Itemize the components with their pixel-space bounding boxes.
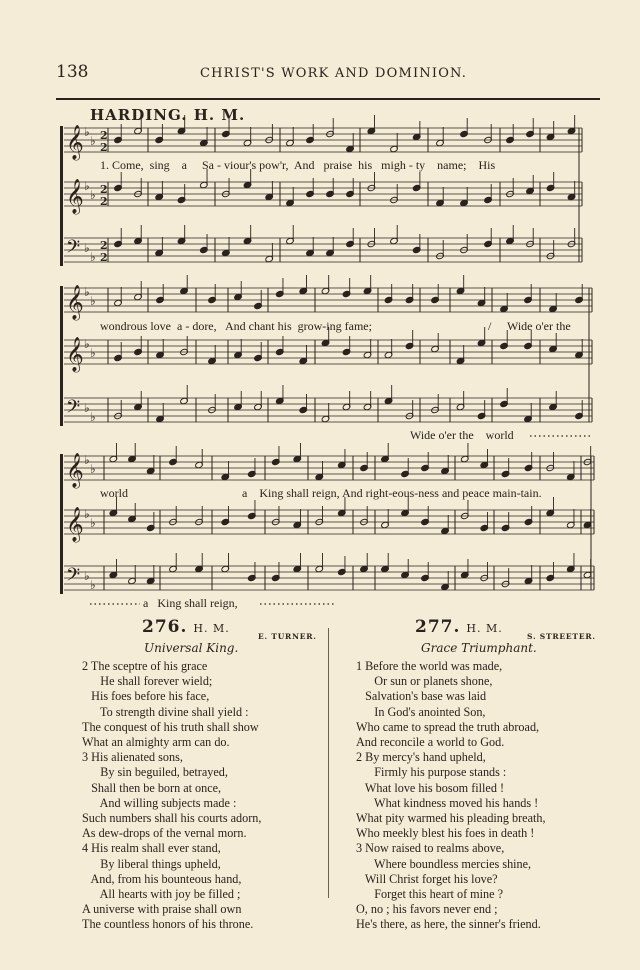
flat-icon: ♭: [84, 125, 90, 139]
flat-icon: ♭: [84, 179, 90, 193]
time-signature: 2: [100, 251, 108, 264]
verse-line: And reconcile a world to God.: [356, 735, 505, 750]
hymn-277-number: 277. H. M.: [415, 617, 503, 637]
flat-icon: ♭: [84, 569, 90, 583]
flat-icon: ♭: [84, 337, 90, 351]
treble-clef-icon: 𝄞: [66, 337, 84, 372]
verse-line: 2 The sceptre of his grace: [82, 659, 208, 673]
verse-line: By sin beguiled, betrayed,: [82, 765, 228, 780]
treble-clef-icon: 𝄞: [66, 507, 84, 542]
treble-clef-icon: 𝄞: [66, 125, 84, 160]
flat-icon: ♭: [90, 462, 96, 476]
tune-name: HARDING. H. M.: [90, 106, 246, 124]
flat-icon: ♭: [84, 241, 90, 255]
lyric-system-2-end: Wide o'er the: [507, 319, 571, 333]
verse-line: Where boundless mercies shine,: [356, 856, 532, 871]
page-number: 138: [56, 62, 89, 82]
flat-icon: ♭: [90, 578, 96, 592]
verse-line: 1 Before the world was made,: [356, 659, 503, 673]
verse-line: He shall forever wield;: [82, 674, 213, 689]
verse-line: 4 His realm shall ever stand,: [82, 841, 221, 856]
system-bracket: [60, 286, 63, 426]
bass-clef-icon: 𝄢: [66, 397, 81, 422]
flat-icon: ♭: [90, 294, 96, 308]
hymn-276-composer: E. TURNER.: [258, 632, 317, 641]
verse-line: As dew-drops of the vernal morn.: [82, 826, 247, 841]
verse-line: To strength divine shall yield :: [82, 704, 249, 719]
flat-icon: ♭: [84, 401, 90, 415]
bass-clef-icon: 𝄢: [66, 237, 81, 262]
hymn-277-subtitle: Grace Triumphant.: [421, 641, 537, 655]
lyric-system-2: wondrous love a - dore, And chant his grow-ing fame;: [100, 319, 372, 333]
verse-line: Salvation's base was laid: [356, 689, 487, 704]
time-signature: 2: [100, 129, 108, 142]
verse-line: Such numbers shall his courts adorn,: [82, 811, 262, 826]
flat-icon: ♭: [84, 285, 90, 299]
verse-line: Firmly his purpose stands :: [356, 765, 507, 780]
lyric-system-3-bass: a King shall reign,: [143, 596, 238, 610]
flat-icon: ♭: [90, 346, 96, 360]
flat-icon: ♭: [90, 188, 96, 202]
verse-line: Forget this heart of mine ?: [356, 887, 504, 902]
verse-line: All hearts with joy be filled ;: [82, 887, 241, 902]
flat-icon: ♭: [84, 453, 90, 467]
flat-icon: ♭: [90, 410, 96, 424]
verse-line: The countless honors of his throne.: [82, 917, 254, 932]
hymn-276-verses: [82, 659, 261, 933]
lyric-system-3: world: [100, 486, 128, 500]
column-divider: [328, 628, 329, 898]
verse-line: Or sun or planets shone,: [356, 674, 493, 689]
hymn-277-verses: [356, 659, 546, 933]
verse-line: What pity warmed his pleading breath,: [356, 811, 546, 826]
system-bracket: [60, 126, 63, 266]
verse-line: 3 Now raised to realms above,: [356, 841, 505, 856]
verse-line: 3 His alienated sons,: [82, 750, 183, 765]
verse-line: 2 By mercy's hand upheld,: [356, 750, 486, 765]
verse-line: And, from his bounteous hand,: [82, 871, 242, 886]
time-signature: 2: [100, 239, 108, 252]
time-signature: 2: [100, 195, 108, 208]
lyric-system-2-mark: /: [488, 319, 492, 333]
hymn-276-number: 276. H. M.: [142, 617, 230, 637]
treble-clef-icon: 𝄞: [66, 179, 84, 214]
flat-icon: ♭: [90, 516, 96, 530]
system-bracket: [60, 454, 63, 594]
verse-line: In God's anointed Son,: [356, 704, 486, 719]
time-signature: 2: [100, 183, 108, 196]
lyric-system-3-mid: a King shall reign, And right-eous-ness and peace main-tain.: [242, 486, 542, 500]
running-title: CHRIST'S WORK AND DOMINION.: [200, 66, 468, 81]
verse-line: Who meekly blest his foes in death !: [356, 826, 535, 841]
verse-line: He's there, as here, the sinner's friend.: [356, 917, 541, 932]
hymn-277-composer: S. STREETER.: [527, 632, 596, 641]
verse-line: Who came to spread the truth abroad,: [356, 719, 540, 734]
verse-line: O, no ; his favors never end ;: [356, 902, 498, 917]
flat-icon: ♭: [90, 134, 96, 148]
verse-line: Will Christ forget his love?: [356, 871, 498, 886]
lyric-system-2-bass: Wide o'er the world: [410, 428, 514, 442]
flat-icon: ♭: [90, 250, 96, 264]
verse-line: Shall then be born at once,: [82, 780, 222, 795]
treble-clef-icon: 𝄞: [66, 453, 84, 488]
verse-line: His foes before his face,: [82, 689, 210, 704]
bass-clef-icon: 𝄢: [66, 565, 81, 590]
verse-line: And willing subjects made :: [82, 795, 237, 810]
verse-line: The conquest of his truth shall show: [82, 719, 259, 734]
lyric-system-1: 1. Come, sing a Sa - viour's pow'r, And praise his migh - ty name; His: [100, 158, 496, 172]
verse-line: By liberal things upheld,: [82, 856, 221, 871]
verse-line: A universe with praise shall own: [82, 902, 242, 917]
verse-line: What kindness moved his hands !: [356, 795, 539, 810]
verse-line: What an almighty arm can do.: [82, 735, 230, 750]
treble-clef-icon: 𝄞: [66, 285, 84, 320]
time-signature: 2: [100, 141, 108, 154]
flat-icon: ♭: [84, 507, 90, 521]
verse-line: What love his bosom filled !: [356, 780, 505, 795]
hymn-276-subtitle: Universal King.: [144, 641, 239, 655]
